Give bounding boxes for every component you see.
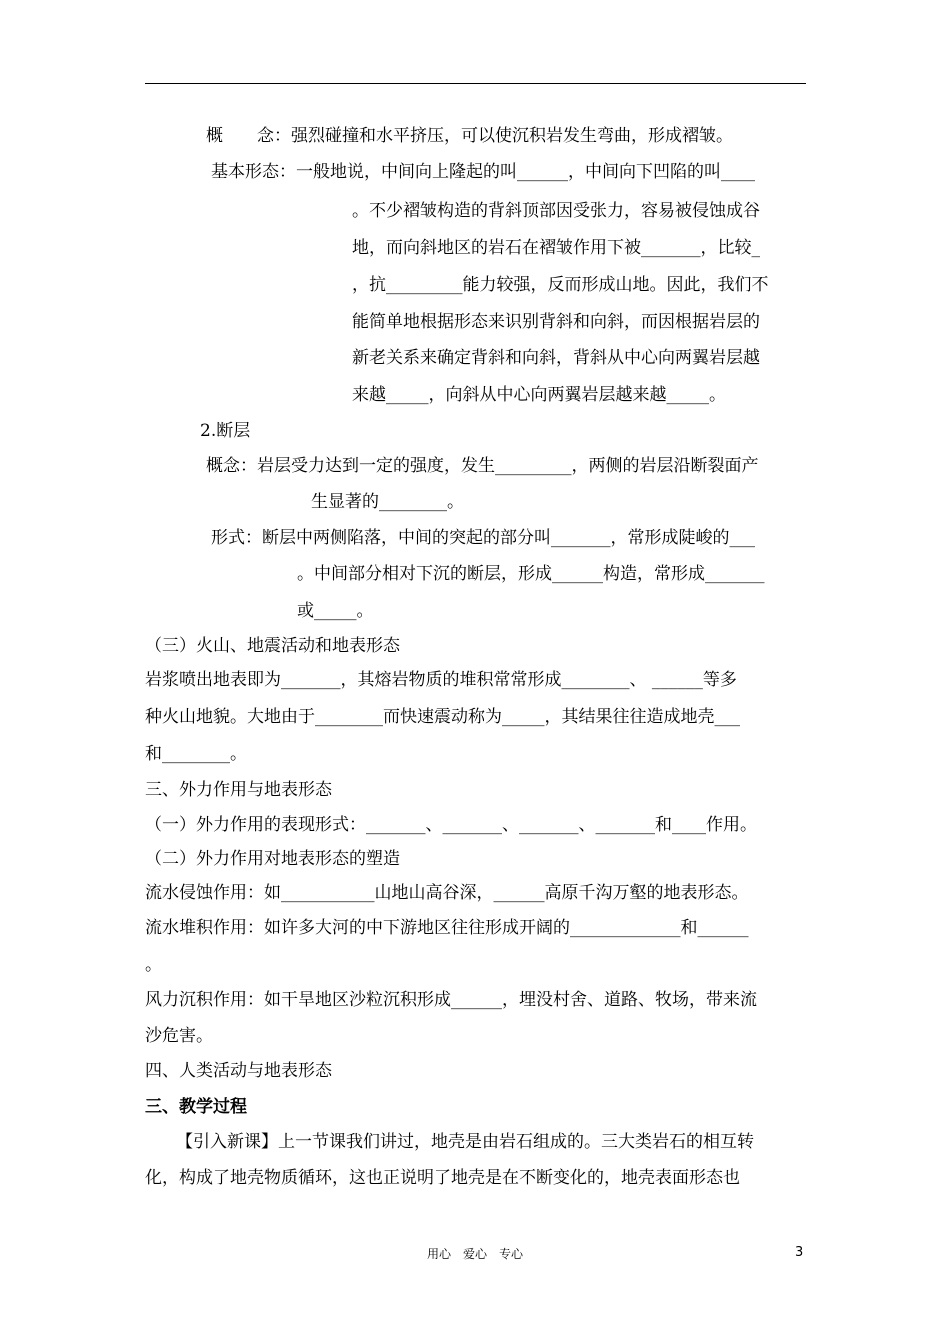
page-number: 3 [795, 1245, 804, 1260]
fold-text-line-1: 。不少褶皱构造的背斜顶部因受张力，容易被侵蚀成谷 [352, 201, 760, 221]
external-forms-line: （一）外力作用的表现形式：_______、_______、_______、_______和____作用。 [145, 815, 757, 835]
shaping-heading: （二）外力作用对地表形态的塑造 [145, 849, 400, 869]
fault-form-cont-1: 。中间部分相对下沉的断层，形成______构造，常形成_______ [297, 564, 765, 584]
volcano-text-3: 和________。 [145, 744, 247, 764]
teaching-process-heading: 三、教学过程 [145, 1097, 247, 1117]
intro-paragraph-line-2: 化，构成了地壳物质循环，这也正说明了地壳是在不断变化的，地壳表面形态也 [145, 1168, 740, 1188]
fault-heading: 2.断层 [200, 421, 251, 441]
wind-deposition-cont: 沙危害。 [145, 1026, 213, 1046]
fault-form-cont-2: 或_____。 [297, 601, 374, 621]
fault-form-line: 形式：断层中两侧陷落，中间的突起的部分叫_______，常形成陡峻的___ [211, 528, 755, 548]
fold-concept-line: 概 念：强烈碰撞和水平挤压，可以使沉积岩发生弯曲，形成褶皱。 [206, 126, 733, 146]
fold-text-line-6: 来越_____，向斜从中心向两翼岩层越来越_____。 [352, 385, 726, 405]
fold-text-line-2: 地，而向斜地区的岩石在褶皱作用下被_______，比较_ [352, 238, 760, 258]
water-deposition-cont: 。 [145, 955, 162, 975]
volcano-text-1: 岩浆喷出地表即为_______，其熔岩物质的堆积常常形成________、 ______等多 [145, 670, 737, 690]
wind-deposition-line: 风力沉积作用：如干旱地区沙粒沉积形成______，埋没村舍、道路、牧场，带来流 [145, 990, 757, 1010]
volcano-text-2: 种火山地貌。大地由于________而快速震动称为_____，其结果往往造成地壳___ [145, 707, 740, 727]
fold-text-line-4: 能简单地根据形态来识别背斜和向斜，而因根据岩层的 [352, 312, 760, 332]
fault-concept-cont: 生显著的________。 [311, 492, 464, 512]
water-deposition-line: 流水堆积作用：如许多大河的中下游地区往往形成开阔的_____________和______ [145, 918, 749, 938]
external-force-heading: 三、外力作用与地表形态 [145, 780, 332, 800]
volcano-heading: （三）火山、地震活动和地表形态 [145, 636, 400, 656]
water-erosion-line: 流水侵蚀作用：如___________山地山高谷深，______高原千沟万壑的地表形态。 [145, 883, 749, 903]
fold-text-line-5: 新老关系来确定背斜和向斜，背斜从中心向两翼岩层越 [352, 348, 760, 368]
fault-concept-line: 概念：岩层受力达到一定的强度，发生_________，两侧的岩层沿断裂面产 [206, 456, 759, 476]
fold-text-line-3: ，抗_________能力较强，反而形成山地。因此，我们不 [352, 275, 769, 295]
header-rule [145, 83, 806, 84]
page-footer: 用心 爱心 专心 [426, 1247, 523, 1261]
fold-basic-form-line: 基本形态：一般地说，中间向上隆起的叫______，中间向下凹陷的叫____ [211, 162, 755, 182]
human-activity-heading: 四、人类活动与地表形态 [145, 1061, 332, 1081]
intro-paragraph-line-1: 【引入新课】上一节课我们讲过，地壳是由岩石组成的。三大类岩石的相互转 [176, 1132, 754, 1152]
